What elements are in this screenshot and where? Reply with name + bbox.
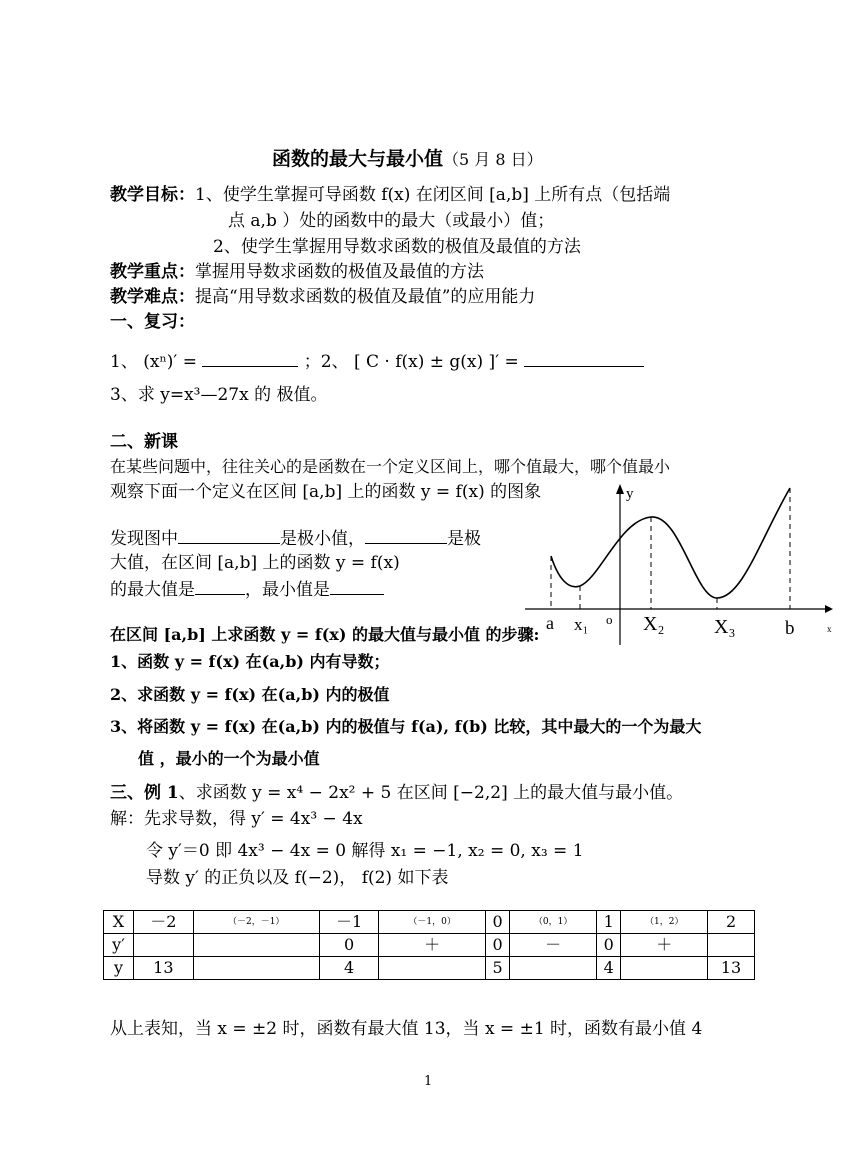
table-cell: y: [104, 957, 134, 980]
variation-table: [103, 910, 755, 980]
label-a: a: [546, 613, 554, 633]
p3-a: 发现图中: [110, 529, 178, 549]
min-blank[interactable]: [178, 527, 280, 544]
table-cell: [134, 934, 194, 957]
new-lesson-p2: 观察下面一个定义在区间 [a,b] 上的函数 y = f(x) 的图象: [110, 482, 542, 502]
table-row: [104, 934, 755, 957]
table-cell: －: [510, 934, 597, 957]
p5-b: ，最小值是: [245, 580, 330, 600]
table-cell: [510, 957, 597, 980]
table-cell: X: [104, 911, 134, 934]
table-cell: ＋: [621, 934, 708, 957]
steps-heading: 在区间 [a,b] 上求函数 y = f(x) 的最大值与最小值 的步骤:: [110, 625, 540, 644]
table-row: [104, 911, 755, 934]
max-blank[interactable]: [365, 527, 447, 544]
table-cell: 4: [319, 957, 379, 980]
step-3b: 值 ，最小的一个为最小值: [138, 749, 320, 768]
table-cell: 13: [134, 957, 194, 980]
p3-c: 是极: [447, 529, 481, 549]
objectives-line-1: [110, 184, 670, 206]
table-cell: [621, 957, 708, 980]
table-cell: －2: [134, 911, 194, 934]
step-1: 1、函数 y = f(x) 在(a,b) 内有导数；: [110, 652, 390, 671]
greatest-blank[interactable]: [195, 578, 245, 595]
p5-a: 的最大值是: [110, 580, 195, 600]
step-3a: 3、将函数 y = f(x) 在(a,b) 内的极值与 f(a), f(b) 比较，其中最大的一个为最大: [110, 717, 702, 736]
objectives-line-3: 2、使学生掌握用导数求函数的极值及最值的方法: [213, 237, 581, 257]
title-date: （5 月 8 日）: [443, 150, 543, 169]
review-q2: ；2、 [ C · f(x) ± g(x) ]′ =: [303, 352, 519, 372]
objectives-line-2: 点 a,b ）处的函数中的最大（或最小）值；: [228, 211, 555, 231]
table-cell: 5: [485, 957, 510, 980]
label-y: y: [626, 486, 634, 502]
table-cell: 2: [708, 911, 755, 934]
label-x: x: [827, 624, 832, 634]
answer-blank-1[interactable]: [202, 350, 298, 367]
solution-line-2: 令 y′＝0 即 4x³ − 4x = 0 解得 x₁ = −1, x₂ = 0, x₃ = 1: [146, 841, 584, 861]
key-point-label: 教学重点：: [110, 262, 195, 282]
table-cell: [193, 934, 319, 957]
label-x3: X₃: [714, 616, 736, 638]
page-number: 1: [424, 1074, 433, 1089]
label-x2: X₂: [643, 613, 665, 635]
example-heading: 三、例 1: [110, 783, 179, 803]
table-row: [104, 957, 755, 980]
least-blank[interactable]: [330, 578, 384, 595]
table-cell: 0: [596, 934, 621, 957]
review-heading: 一、复习：: [110, 312, 195, 332]
difficulty: [110, 286, 535, 308]
table-cell: （－2，－1）: [193, 911, 319, 934]
table-cell: [379, 957, 485, 980]
table-cell: [708, 934, 755, 957]
objectives-label: 教学目标：: [110, 185, 195, 205]
page-title: [272, 148, 543, 171]
label-b: b: [785, 618, 795, 639]
review-q1: 1、 (xⁿ)′ =: [110, 352, 197, 372]
objectives-text-1: 1、使学生掌握可导函数 f(x) 在闭区间 [a,b] 上所有点（包括端: [195, 185, 671, 205]
step-2: 2、求函数 y = f(x) 在(a,b) 内的极值: [110, 685, 390, 704]
conclusion: 从上表知，当 x = ±2 时，函数有最大值 13，当 x = ±1 时，函数有最小值 4: [110, 1019, 703, 1039]
function-graph: [520, 480, 850, 650]
review-q3: 3、求 y=x³—27x 的 极值。: [110, 385, 328, 405]
example-text: 、求函数 y = x⁴ − 2x² + 5 在区间 [−2,2] 上的最大值与最小值。: [178, 783, 684, 803]
key-point-text: 掌握用导数求函数的极值及最值的方法: [195, 262, 484, 282]
example-problem: [110, 782, 683, 804]
title-main: 函数的最大与最小值: [272, 148, 444, 170]
table-cell: －1: [319, 911, 379, 934]
new-lesson-p5: [110, 578, 384, 601]
function-curve: [551, 488, 790, 598]
new-lesson-heading: 二、新课: [110, 432, 178, 452]
table-cell: y′: [104, 934, 134, 957]
table-cell: 4: [596, 957, 621, 980]
answer-blank-2[interactable]: [524, 350, 644, 367]
y-axis-arrow: [616, 484, 624, 494]
new-lesson-p4: 大值，在区间 [a,b] 上的函数 y = f(x): [110, 553, 400, 573]
difficulty-label: 教学难点：: [110, 287, 195, 307]
table-cell: 0: [485, 911, 510, 934]
solution-line-1: 解：先求导数，得 y′ = 4x³ − 4x: [110, 809, 363, 829]
table-cell: ＋: [379, 934, 485, 957]
p3-b: 是极小值，: [280, 529, 365, 549]
label-o: o: [606, 612, 613, 627]
table-cell: 13: [708, 957, 755, 980]
solution-line-3: 导数 y′ 的正负以及 f(−2)， f(2) 如下表: [146, 868, 449, 888]
new-lesson-p1: 在某些问题中，往往关心的是函数在一个定义区间上，哪个值最大，哪个值最小: [110, 457, 671, 476]
table-cell: [193, 957, 319, 980]
table-cell: （0，1）: [510, 911, 597, 934]
key-point: [110, 261, 484, 283]
table-cell: （－1，0）: [379, 911, 485, 934]
table-cell: （1，2）: [621, 911, 708, 934]
review-questions: [110, 350, 644, 373]
x-axis-arrow: [825, 605, 833, 613]
table-cell: 0: [485, 934, 510, 957]
difficulty-text: 提高“用导数求函数的极值及最值”的应用能力: [195, 287, 536, 307]
label-x1: x₁: [574, 615, 589, 634]
new-lesson-p3: [110, 527, 481, 550]
table-cell: 0: [319, 934, 379, 957]
table-cell: 1: [596, 911, 621, 934]
